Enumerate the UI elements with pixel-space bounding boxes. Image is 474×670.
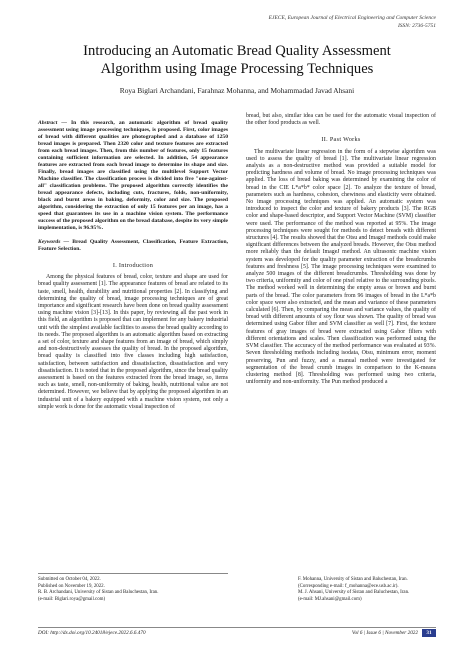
- footnote-line: F. Mohanna, University of Sistan and Baluchestan, Iran.: [298, 577, 408, 582]
- footnote-line: M. J. Ahsani, University of Sistan and Baluchestan, Iran.: [298, 590, 410, 596]
- affiliation-footnote: [298, 577, 438, 603]
- abstract-text: In this research, an automatic algorithm of bread quality assessment using image processing techniques, is proposed. First, color images of bread with different qualities are photographed and a database of 1250 bread images is prepared. Then 2320 color and texture features are extracted from each bread images. Then, from this number of features, only 15 features containing sufficient information are selected. In addition, 54 appearance features are extracted from each bread image to determine its shape and size. Finally, bread images are classified using the multilevel Support Vector Machine classifier. The classification process is divided into five "one-against-all" classification problems. The proposed algorithm correctly identifies the bread appearance defects, including cuts, fractures, folds, non-uniformity, black and burnt areas in baking, deformity, color and size. The proposed algorithm, considering the extraction of only 15 features per an image, has a speed that guarantees its use in a machine vision system. The performance success of the proposed algorithm on the bread database, despite its very simple implementation, is 96.95%.: [38, 120, 228, 231]
- section-heading-past-works: II. Past Works: [321, 136, 361, 144]
- volume-info: Vol 6 | Issue 6 | November 2022: [351, 630, 418, 636]
- journal-header: [269, 15, 436, 30]
- page-footer: [38, 627, 436, 637]
- footnote-line: Published on November 19, 2022.: [38, 583, 105, 589]
- journal-name: EJECE, European Journal of Electrical Engineering and Computer Science: [268, 15, 436, 21]
- title-line-1: Introducing an Automatic Bread Quality Assessment: [83, 43, 391, 59]
- abstract-lead: Abstract —: [38, 120, 67, 126]
- doi-link[interactable]: DOI: http://dx.doi.org/10.24018/ejece.2022.6.6.470: [38, 630, 146, 636]
- journal-issn: ISSN: 2736-5751: [397, 22, 436, 29]
- page-number: 31: [422, 629, 436, 637]
- submission-footnote: [38, 577, 228, 603]
- footnote-divider: [38, 573, 228, 574]
- title-line-2: Algorithm using Image Processing Techniques: [100, 61, 374, 78]
- keywords: [38, 239, 228, 253]
- abstract: [38, 120, 228, 232]
- keywords-text: Bread Quality Assessment, Classification, Feature Extraction, Feature Selection.: [38, 239, 228, 252]
- footnote-line: (e-mail: Biglari.roya@gmail.com): [38, 596, 106, 602]
- author-list: Roya Biglari Archandani, Farahnaz Mohanna, and Mohammadad Javad Ahsani: [119, 86, 355, 95]
- paper-title: [38, 42, 436, 79]
- footnote-line: R. B. Archandani, University of Sistan and Baluchestan, Iran.: [38, 590, 159, 596]
- left-column: [38, 120, 228, 411]
- footnote-line: Submitted on October 04, 2022.: [38, 577, 101, 582]
- introduction-paragraph: Among the physical features of bread, color, texture and shape are used for bread quality assessment [1]. The appearance features of bread are related to its taste, smell, health, durability and nutritional properties [2]. In classifying and determining the quality of bread, image processing techniques are of great importance and significant research have been done on bread quality assessment using machine vision [3]-[13]. In this paper, by reviewing all the past work in this field, an algorithm is proposed that can implement for any bakery industrial unit with the simplest available facilities to assess the bread quality according to its needs. The proposed algorithm is an automatic algorithm based on extracting a set of color, texture and shape features from an image of bread, which simply and non-destructively assesses the quality of bread. In the proposed algorithm, bread quality is classified into five classes including high satisfaction, satisfaction, between satisfaction and dissatisfaction, dissatisfaction and very dissatisfaction. It is noted that in the proposed algorithm, since the bread quality assessment is based on the features extracted from the bread image, so, items such as taste, smell, non-uniformity of baking, health, nutritional value are not determined. However, we believe that by applying the proposed algorithm in an industrial unit of a bakery equipped with a machine vision system, not only a simple work is done for the automatic visual inspection of: [38, 274, 228, 410]
- section-heading-introduction: I. Introduction: [112, 262, 154, 269]
- footnote-line: (e-mail: MJ.ahsani@gmail.com): [298, 596, 362, 602]
- footnote-line: (Corresponding e-mail: f_mohanna@ece.usb.ac.ir).: [298, 583, 399, 589]
- keywords-lead: Keywords —: [38, 239, 70, 245]
- continued-paragraph: bread, but also, similar idea can be used for the automatic visual inspection of the other food products as well.: [246, 113, 436, 127]
- right-column: [246, 113, 436, 386]
- past-works-paragraph: The multivariate linear regression in the form of a stepwise algorithm was used to assess the quality of bread [1]. The multivariate linear regression analysis as a non-destructive method was provided a suitable model for predicting hardness and volume of bread. No image processing techniques was applied. The loss of bread baking was determined by examining the color of bread in the CIE L*a*b* color space [2]. To analyze the texture of bread, parameters such as hardness, cohesion, chewiness and elasticity were obtained. No image processing techniques was applied. An automatic system was introduced to inspect the color and texture of bakery products [3]. The RGB color and shape-based descriptor, and Support Vector Machine (SVM) classifier were used. The performance of the method was reported at 95%. The image processing techniques were sought for methods to detect breads with different structures [4]. The results showed that the Otsu and ImageJ methods could make significant differences between the analyzed breads. However, the Otsu method more reliably than the default ImageJ method. An ultrasonic machine vision system was developed for the quality parameter extraction of the breadcrumbs features and freshness [5]. The image processing techniques were examined to analyze 500 images of the different breadcrumbs. Thresholding was done by two criteria, uniformity and color of one pixel relative to the surrounding pixels. The method worked well in determining the empty areas or brown and burnt parts of the bread. The color parameters from 96 images of bread in the L*a*b color space were also extracted, and the mean and variance of these parameters calculated [6]. Then, by comparing the mean and variance values, the quality of bread with different amounts of soy flour was shown. The quality of bread was determined using Gabor filter and SVM classifier as well [7]. First, the texture features of gray images of bread were extracted using Gabor filters with different orientations and scales. Then classification was performed using the SVM classifier. The accuracy of the method performance was evaluated at 93%. Seven thresholding methods including isodata, Otsu, minimum error, moment preserving, Pun and fuzzy, and a manual method were investigated for segmentation of the bread crumb images in comparison to the K-means clustering method [8]. Thresholding was performed using two criteria, uniformity and non-uniformity. The Pun method produced a: [246, 148, 436, 386]
